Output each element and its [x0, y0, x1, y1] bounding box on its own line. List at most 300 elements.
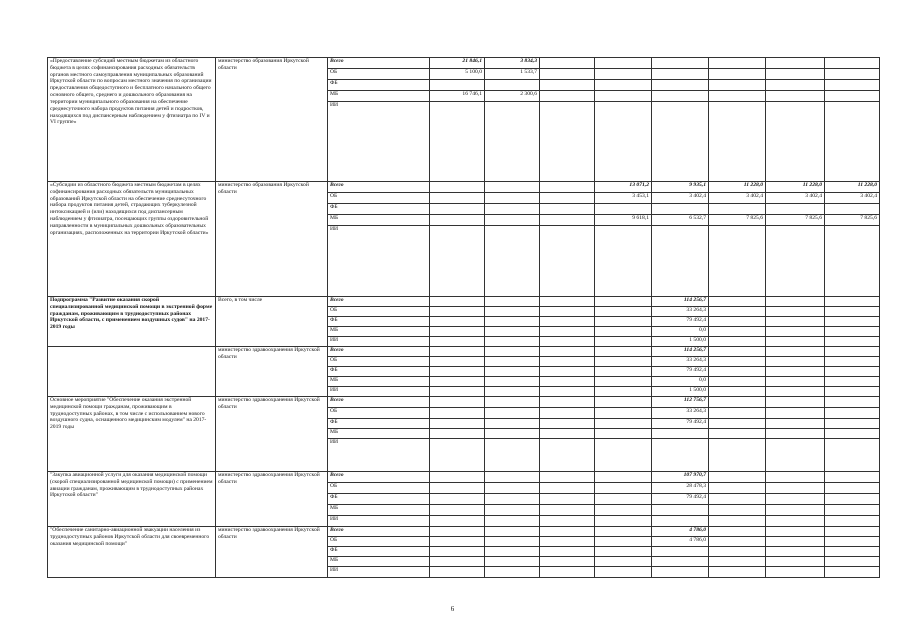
amount-cell — [430, 567, 485, 578]
funding-source: Всего — [328, 397, 430, 408]
amount-cell — [709, 69, 766, 80]
amount-cell — [709, 58, 766, 69]
amount-cell: 79 492,4 — [652, 494, 709, 505]
amount-cell — [540, 408, 595, 419]
amount-cell — [595, 439, 652, 472]
amount-cell — [430, 419, 485, 429]
amount-cell: 3 402,4 — [766, 193, 825, 204]
amount-cell — [430, 483, 485, 494]
funding-source: ИИ — [328, 567, 430, 578]
amount-cell — [595, 547, 652, 557]
amount-cell — [430, 102, 485, 182]
amount-cell — [766, 387, 825, 397]
amount-cell — [652, 91, 709, 102]
amount-cell — [766, 337, 825, 347]
amount-cell — [709, 516, 766, 527]
amount-cell — [540, 58, 595, 69]
amount-cell — [766, 327, 825, 337]
amount-cell — [485, 102, 540, 182]
amount-cell: 5 100,0 — [430, 69, 485, 80]
amount-cell — [652, 567, 709, 578]
amount-cell: 3 453,1 — [595, 193, 652, 204]
amount-cell — [652, 80, 709, 91]
amount-cell — [485, 367, 540, 377]
activity-description: Подпрограмма "Развитие оказания скорой специализированной медицинской помощи в экстренной форме гражданам, проживающим в труднодоступных районах Иркутской области, с применением воздушных судов" на 2017-2019 годы — [48, 297, 216, 347]
funding-source: МБ — [328, 505, 430, 516]
amount-cell — [485, 439, 540, 472]
amount-cell: 11 228,0 — [709, 182, 766, 193]
amount-cell — [430, 408, 485, 419]
amount-cell — [825, 204, 880, 215]
amount-cell — [485, 193, 540, 204]
amount-cell: 107 970,7 — [652, 472, 709, 483]
amount-cell — [709, 567, 766, 578]
funding-source: Всего — [328, 297, 430, 307]
amount-cell — [430, 429, 485, 439]
amount-cell: 9 618,1 — [595, 215, 652, 226]
amount-cell — [709, 337, 766, 347]
amount-cell — [430, 80, 485, 91]
amount-cell — [766, 307, 825, 317]
amount-cell: 7 825,6 — [766, 215, 825, 226]
amount-cell: 114 256,7 — [652, 297, 709, 307]
amount-cell — [595, 327, 652, 337]
amount-cell — [430, 347, 485, 357]
amount-cell — [766, 505, 825, 516]
amount-cell — [540, 367, 595, 377]
amount-cell — [485, 337, 540, 347]
amount-cell — [709, 226, 766, 297]
amount-cell — [766, 547, 825, 557]
amount-cell — [430, 307, 485, 317]
amount-cell — [430, 377, 485, 387]
amount-cell — [709, 367, 766, 377]
amount-cell — [540, 494, 595, 505]
funding-source: МБ — [328, 215, 430, 226]
amount-cell — [540, 357, 595, 367]
table-row — [48, 182, 880, 193]
amount-cell — [540, 327, 595, 337]
funding-source: ИИ — [328, 102, 430, 182]
amount-cell: 114 256,7 — [652, 347, 709, 357]
amount-cell — [540, 204, 595, 215]
amount-cell — [430, 516, 485, 527]
amount-cell — [430, 472, 485, 483]
amount-cell — [540, 505, 595, 516]
amount-cell — [540, 439, 595, 472]
amount-cell: 13 071,2 — [595, 182, 652, 193]
amount-cell — [766, 377, 825, 387]
amount-cell — [595, 527, 652, 537]
amount-cell — [709, 347, 766, 357]
funding-source: ОБ — [328, 69, 430, 80]
amount-cell — [652, 58, 709, 69]
funding-source: Всего — [328, 182, 430, 193]
amount-cell — [485, 80, 540, 91]
amount-cell — [540, 347, 595, 357]
funding-source: ИИ — [328, 516, 430, 527]
amount-cell — [766, 226, 825, 297]
amount-cell — [540, 182, 595, 193]
amount-cell — [485, 357, 540, 367]
amount-cell — [709, 547, 766, 557]
amount-cell — [485, 226, 540, 297]
amount-cell — [825, 387, 880, 397]
funding-source: МБ — [328, 327, 430, 337]
amount-cell — [595, 307, 652, 317]
amount-cell — [766, 419, 825, 429]
funding-source: ОБ — [328, 193, 430, 204]
amount-cell — [485, 419, 540, 429]
amount-cell — [825, 80, 880, 91]
amount-cell — [709, 527, 766, 537]
activity-description: "Закупка авиационной услуги для оказания медицинской помощи (скорой специализированной медицинской помощи) с применением авиации гражданам, проживающим в труднодоступных районах Иркутской области" — [48, 472, 216, 527]
amount-cell — [766, 429, 825, 439]
amount-cell — [825, 367, 880, 377]
budget-table — [47, 57, 880, 578]
amount-cell — [652, 505, 709, 516]
table-row — [48, 472, 880, 483]
amount-cell — [766, 204, 825, 215]
activity-description — [48, 347, 216, 397]
funding-source: ИИ — [328, 337, 430, 347]
amount-cell — [485, 327, 540, 337]
amount-cell: 9 935,1 — [652, 182, 709, 193]
amount-cell — [709, 439, 766, 472]
amount-cell — [540, 377, 595, 387]
amount-cell — [430, 547, 485, 557]
activity-description: Основное мероприятие "Обеспечение оказания экстренной медицинской помощи гражданам, проживающим в труднодоступных районах, в том числе с использованием нового воздушного судна, оснащенного медицинским модулем" на 2017-2019 годы — [48, 397, 216, 472]
amount-cell — [485, 537, 540, 547]
amount-cell — [430, 537, 485, 547]
amount-cell — [766, 347, 825, 357]
amount-cell — [766, 494, 825, 505]
amount-cell — [709, 357, 766, 367]
activity-description: "Обеспечение санитарно-авиационной эвакуации населения из труднодоступных районов Иркутской области для своевременного оказания медицинской помощи" — [48, 527, 216, 578]
amount-cell — [825, 429, 880, 439]
amount-cell — [595, 226, 652, 297]
amount-cell — [485, 472, 540, 483]
amount-cell — [595, 91, 652, 102]
table-row — [48, 347, 880, 357]
amount-cell — [540, 557, 595, 567]
funding-source: ОБ — [328, 307, 430, 317]
funding-source: ОБ — [328, 408, 430, 419]
amount-cell: 16 746,1 — [430, 91, 485, 102]
funding-source: ФБ — [328, 419, 430, 429]
amount-cell — [709, 419, 766, 429]
amount-cell — [825, 527, 880, 537]
funding-source: ФБ — [328, 317, 430, 327]
amount-cell — [430, 204, 485, 215]
amount-cell — [485, 557, 540, 567]
budget-table-body — [48, 58, 880, 578]
amount-cell: 79 492,4 — [652, 317, 709, 327]
amount-cell — [709, 557, 766, 567]
amount-cell — [595, 537, 652, 547]
amount-cell: 1 500,0 — [652, 337, 709, 347]
amount-cell: 2 300,6 — [485, 91, 540, 102]
amount-cell — [652, 102, 709, 182]
amount-cell — [430, 527, 485, 537]
amount-cell — [485, 377, 540, 387]
amount-cell — [430, 215, 485, 226]
amount-cell — [766, 102, 825, 182]
amount-cell: 4 786,0 — [652, 527, 709, 537]
amount-cell — [825, 547, 880, 557]
funding-source: МБ — [328, 429, 430, 439]
amount-cell — [485, 483, 540, 494]
amount-cell — [595, 567, 652, 578]
amount-cell — [709, 204, 766, 215]
amount-cell — [825, 516, 880, 527]
amount-cell — [595, 429, 652, 439]
amount-cell — [595, 367, 652, 377]
responsible-executor: министерство здравоохранения Иркутской области — [216, 527, 328, 578]
funding-source: МБ — [328, 557, 430, 567]
amount-cell — [709, 397, 766, 408]
amount-cell: 79 492,4 — [652, 419, 709, 429]
amount-cell — [766, 567, 825, 578]
funding-source: ОБ — [328, 357, 430, 367]
amount-cell — [825, 472, 880, 483]
amount-cell — [595, 317, 652, 327]
amount-cell — [485, 297, 540, 307]
amount-cell: 3 402,4 — [652, 193, 709, 204]
amount-cell — [430, 337, 485, 347]
amount-cell — [825, 297, 880, 307]
amount-cell — [766, 367, 825, 377]
amount-cell — [652, 557, 709, 567]
amount-cell — [825, 419, 880, 429]
amount-cell — [485, 547, 540, 557]
amount-cell — [709, 91, 766, 102]
amount-cell: 3 834,3 — [485, 58, 540, 69]
amount-cell — [652, 547, 709, 557]
amount-cell — [595, 297, 652, 307]
amount-cell — [540, 215, 595, 226]
amount-cell — [766, 557, 825, 567]
funding-source: МБ — [328, 377, 430, 387]
amount-cell — [825, 69, 880, 80]
amount-cell: 1 500,0 — [652, 387, 709, 397]
amount-cell — [595, 557, 652, 567]
amount-cell — [825, 439, 880, 472]
amount-cell — [709, 297, 766, 307]
funding-source: Всего — [328, 58, 430, 69]
amount-cell — [825, 557, 880, 567]
amount-cell — [595, 357, 652, 367]
amount-cell — [430, 494, 485, 505]
amount-cell — [709, 377, 766, 387]
responsible-executor: министерство образования Иркутской области — [216, 58, 328, 182]
amount-cell — [540, 307, 595, 317]
amount-cell: 7 825,6 — [825, 215, 880, 226]
amount-cell — [540, 516, 595, 527]
amount-cell — [540, 429, 595, 439]
amount-cell — [540, 567, 595, 578]
table-row — [48, 527, 880, 537]
amount-cell — [485, 408, 540, 419]
funding-source: ФБ — [328, 547, 430, 557]
amount-cell — [766, 439, 825, 472]
amount-cell — [766, 69, 825, 80]
activity-description: «Субсидии из областного бюджета местным бюджетам в целях софинансирования расходных обязательств муниципальных образований Иркутской области на обеспечение среднесуточного набора продуктов питания детей, страдающих туберкулезной интоксикацией и (или) находящихся под диспансерным наблюдением у фтизиатра, посещающих группы оздоровительной направленности в муниципальных дошкольных образовательных организациях, расположенных на территории Иркутской области» — [48, 182, 216, 297]
amount-cell — [766, 483, 825, 494]
amount-cell — [485, 516, 540, 527]
amount-cell — [485, 215, 540, 226]
amount-cell — [595, 516, 652, 527]
amount-cell — [709, 102, 766, 182]
amount-cell — [540, 69, 595, 80]
amount-cell — [595, 58, 652, 69]
responsible-executor: министерство здравоохранения Иркутской области — [216, 397, 328, 472]
amount-cell — [540, 397, 595, 408]
responsible-executor: министерство здравоохранения Иркутской области — [216, 472, 328, 527]
amount-cell — [766, 317, 825, 327]
amount-cell: 0,0 — [652, 327, 709, 337]
amount-cell — [709, 327, 766, 337]
amount-cell — [766, 297, 825, 307]
amount-cell — [595, 505, 652, 516]
amount-cell — [709, 483, 766, 494]
amount-cell — [485, 307, 540, 317]
amount-cell — [485, 505, 540, 516]
amount-cell — [652, 429, 709, 439]
amount-cell — [825, 483, 880, 494]
amount-cell — [766, 58, 825, 69]
amount-cell — [825, 307, 880, 317]
amount-cell — [766, 472, 825, 483]
amount-cell — [825, 347, 880, 357]
amount-cell: 33 264,3 — [652, 357, 709, 367]
amount-cell — [652, 226, 709, 297]
table-row — [48, 397, 880, 408]
amount-cell — [430, 226, 485, 297]
table-row — [48, 58, 880, 69]
amount-cell — [766, 527, 825, 537]
amount-cell — [595, 494, 652, 505]
amount-cell — [540, 317, 595, 327]
amount-cell — [595, 397, 652, 408]
amount-cell: 11 228,0 — [766, 182, 825, 193]
amount-cell: 1 533,7 — [485, 69, 540, 80]
amount-cell — [430, 397, 485, 408]
amount-cell — [595, 337, 652, 347]
amount-cell — [709, 505, 766, 516]
amount-cell — [595, 377, 652, 387]
amount-cell — [595, 69, 652, 80]
amount-cell — [595, 387, 652, 397]
amount-cell — [540, 537, 595, 547]
amount-cell — [595, 80, 652, 91]
amount-cell: 7 825,6 — [709, 215, 766, 226]
amount-cell — [766, 357, 825, 367]
amount-cell — [709, 472, 766, 483]
activity-description: «Предоставление субсидий местным бюджетам из областного бюджета в целях софинансирования расходных обязательств органов местного самоуправления муниципальных образований Иркутской области по вопросам местного значения по организации предоставления общедоступного и бесплатного начального общего основного общего, среднего и дошкольного образования на территории муниципального образования на обеспечение среднесуточного набора продуктов питания детей и подростков, находящихся под диспансерным наблюдением у фтизиатра по IV и VI группе» — [48, 58, 216, 182]
amount-cell — [430, 297, 485, 307]
amount-cell — [540, 297, 595, 307]
amount-cell — [540, 387, 595, 397]
amount-cell — [825, 91, 880, 102]
amount-cell — [709, 80, 766, 91]
funding-source: ФБ — [328, 494, 430, 505]
funding-source: Всего — [328, 472, 430, 483]
amount-cell: 21 846,1 — [430, 58, 485, 69]
amount-cell — [485, 182, 540, 193]
amount-cell — [485, 387, 540, 397]
funding-source: ОБ — [328, 483, 430, 494]
amount-cell — [540, 527, 595, 537]
amount-cell: 0,0 — [652, 377, 709, 387]
amount-cell — [652, 69, 709, 80]
amount-cell — [709, 317, 766, 327]
amount-cell — [540, 80, 595, 91]
amount-cell — [766, 91, 825, 102]
amount-cell — [825, 317, 880, 327]
amount-cell — [825, 408, 880, 419]
amount-cell — [825, 505, 880, 516]
amount-cell — [485, 317, 540, 327]
amount-cell — [540, 102, 595, 182]
amount-cell — [485, 429, 540, 439]
amount-cell — [430, 182, 485, 193]
amount-cell — [540, 226, 595, 297]
amount-cell — [540, 483, 595, 494]
responsible-executor: Всего, в том числе — [216, 297, 328, 347]
amount-cell — [430, 357, 485, 367]
amount-cell — [766, 516, 825, 527]
amount-cell — [485, 397, 540, 408]
funding-source: ФБ — [328, 367, 430, 377]
amount-cell — [709, 307, 766, 317]
amount-cell: 112 756,7 — [652, 397, 709, 408]
amount-cell — [825, 377, 880, 387]
amount-cell — [652, 204, 709, 215]
amount-cell — [766, 80, 825, 91]
funding-source: ИИ — [328, 226, 430, 297]
amount-cell — [540, 472, 595, 483]
amount-cell — [652, 439, 709, 472]
amount-cell — [485, 527, 540, 537]
amount-cell — [709, 537, 766, 547]
funding-source: Всего — [328, 527, 430, 537]
responsible-executor: министерство образования Иркутской области — [216, 182, 328, 297]
funding-source: ФБ — [328, 204, 430, 215]
amount-cell — [485, 204, 540, 215]
amount-cell: 3 402,4 — [825, 193, 880, 204]
amount-cell — [430, 505, 485, 516]
amount-cell — [430, 557, 485, 567]
amount-cell — [540, 337, 595, 347]
amount-cell — [709, 408, 766, 419]
amount-cell: 6 532,7 — [652, 215, 709, 226]
amount-cell — [766, 408, 825, 419]
amount-cell — [485, 494, 540, 505]
amount-cell — [825, 357, 880, 367]
amount-cell — [825, 537, 880, 547]
amount-cell — [709, 387, 766, 397]
amount-cell: 3 402,4 — [709, 193, 766, 204]
amount-cell: 33 264,3 — [652, 408, 709, 419]
amount-cell — [485, 347, 540, 357]
amount-cell — [595, 408, 652, 419]
amount-cell — [595, 419, 652, 429]
amount-cell — [825, 337, 880, 347]
amount-cell — [766, 537, 825, 547]
amount-cell — [766, 397, 825, 408]
amount-cell — [825, 567, 880, 578]
